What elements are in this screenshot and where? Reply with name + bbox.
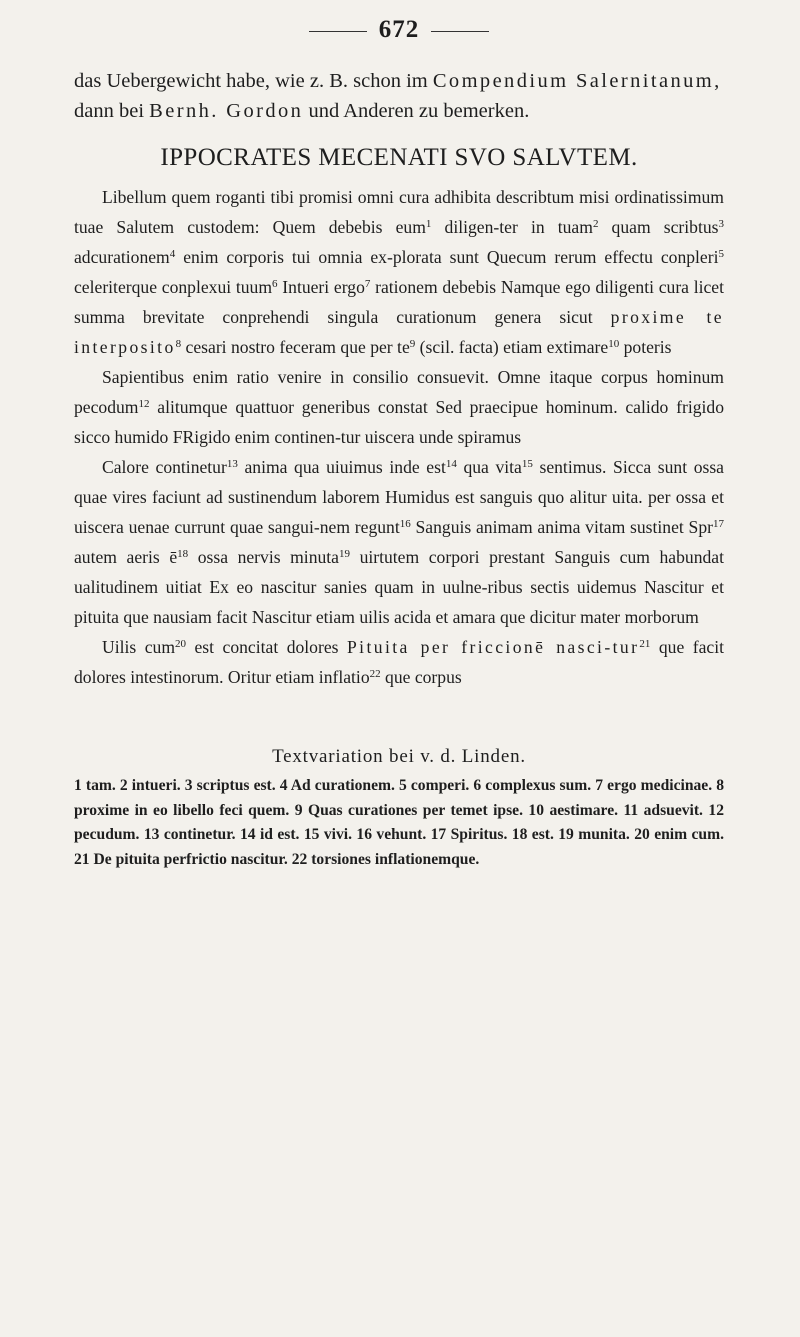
footnote-marker: 20 xyxy=(175,637,186,650)
latin-paragraph xyxy=(74,632,724,692)
intro-text-3: und Anderen zu bemerken. xyxy=(303,100,530,122)
latin-paragraph xyxy=(74,452,724,632)
footnote-marker: 5 xyxy=(718,247,724,260)
latin-text-run: Calore continetur xyxy=(102,457,227,477)
page-number-rule-right xyxy=(431,31,489,32)
footnote-marker: 6 xyxy=(272,277,278,290)
latin-text-run: que corpus xyxy=(380,667,462,687)
latin-text-run: Intueri ergo xyxy=(277,277,365,297)
footnote-marker: 17 xyxy=(713,517,724,530)
intro-text-2: , dann bei xyxy=(74,70,720,122)
latin-text-run: Sanguis animam anima vitam sustinet Spr xyxy=(410,517,713,537)
letter-heading: IPPOCRATES MECENATI SVO SALVTEM. xyxy=(160,144,638,171)
latin-text-run: poteris xyxy=(619,337,672,357)
footnote-marker: 19 xyxy=(339,547,350,560)
latin-text-run: celeriterque conplexui tuum xyxy=(74,277,273,297)
intro-text-1: das Uebergewicht habe, wie z. B. schon im xyxy=(74,70,433,92)
intro-compendium-title: Compendium Salernitanum xyxy=(432,70,715,92)
footnote-marker: 4 xyxy=(169,247,176,260)
spaced-emphasis-text: proxime te interposito xyxy=(74,307,724,357)
latin-text-run: qua vita xyxy=(456,457,522,477)
footnote-marker: 18 xyxy=(177,547,189,560)
footnote-marker: 13 xyxy=(226,457,238,470)
latin-text-run: alitumque quattuor generibus constat Sed praecipue hominum. calido frigido sicco humido FRigido enim continen-tur uiscera unde spiramus xyxy=(74,397,724,447)
footnote-marker: 10 xyxy=(608,337,620,350)
footnote-marker: 8 xyxy=(175,337,182,350)
latin-text-run: sentimus. Sicca sunt ossa quae vires faciunt ad sustinendum laborem Humidus est sanguis quo alitur uita. per ossa et uiscera uenae currunt quae sangui-nem regunt xyxy=(74,457,724,537)
variants-list: 1 tam. 2 intueri. 3 scriptus est. 4 Ad curationem. 5 comperi. 6 complexus sum. 7 ergo medicinae. 8 proxime in eo libello feci quem. 9 Quas curationes per temet ipse. 10 aestimare. 11 adsuevit. 12 pecudum. 13 continetur. 14 id est. 15 vivi. 16 vehunt. 17 Spiritus. 18 est. 19 munita. 20 enim cum. 21 De pituita perfrictio nascitur. 22 torsiones inflationemque. xyxy=(74,777,724,868)
spaced-emphasis-text: Pituita per friccionē nasci-tur xyxy=(347,637,640,657)
latin-paragraph xyxy=(74,182,724,362)
page-number-rule-left xyxy=(309,31,367,32)
latin-text-run: Libellum quem roganti tibi promisi omni cura adhibita describtum misi ordinatissimum tuae Salutem custodem: Quem debebis eum xyxy=(74,187,724,237)
latin-text-run: diligen-ter in tuam xyxy=(431,217,593,237)
latin-text-run: que facit dolores intestinorum. Oritur etiam inflatio xyxy=(74,637,724,687)
footnote-marker: 3 xyxy=(718,217,724,230)
footnote-marker: 12 xyxy=(138,397,150,410)
footnote-marker: 22 xyxy=(369,667,381,680)
footnote-marker: 21 xyxy=(639,637,651,650)
latin-letter-text xyxy=(74,182,724,692)
footnote-marker: 9 xyxy=(409,337,416,350)
page-number: 672 xyxy=(378,16,420,43)
footnote-marker: 2 xyxy=(592,217,599,230)
latin-text-run: est concitat dolores xyxy=(186,637,347,657)
latin-text-run: cesari nostro feceram que per te xyxy=(181,337,410,357)
footnote-marker: 7 xyxy=(364,277,371,290)
latin-text-run: (scil. facta) etiam extimare xyxy=(415,337,609,357)
latin-paragraph xyxy=(74,362,724,452)
footnote-marker: 15 xyxy=(521,457,533,470)
latin-text-run: anima qua uiuimus inde est xyxy=(237,457,446,477)
footnote-marker: 14 xyxy=(445,457,457,470)
latin-text-run: uirtutem corpori prestant Sanguis cum habundat ualitudinem uitiat Ex eo nascitur sanies quam in uulne-ribus sectis uidemus Nascitur et pituita que nausiam facit Nascitur etiam uilis acida et amara que dicitur mater morborum xyxy=(74,547,724,627)
latin-text-run: enim corporis tui omnia ex-plorata sunt Quecum rerum effectu conpleri xyxy=(175,247,719,267)
variants-heading: Textvariation bei v. d. Linden. xyxy=(272,746,526,767)
latin-text-run: Sapientibus enim ratio venire in consilio consuevit. Omne itaque corpus hominum pecodum xyxy=(74,367,724,417)
latin-text-run: adcurationem xyxy=(74,247,170,267)
latin-text-run: ossa nervis minuta xyxy=(188,547,339,567)
footnote-marker: 1 xyxy=(425,217,432,230)
intro-paragraph xyxy=(74,66,724,126)
intro-author-gordon: Bernh. Gordon xyxy=(149,100,304,122)
latin-text-run: rationem debebis Namque ego diligenti cura licet summa brevitate conprehendi singula curationum genera sicut xyxy=(74,277,725,327)
latin-text-run: Uilis cum xyxy=(102,637,175,657)
page-number-line xyxy=(74,0,724,44)
latin-text-run: autem aeris ē xyxy=(74,547,178,567)
footnote-marker: 16 xyxy=(399,517,411,530)
latin-text-run: quam scribtus xyxy=(598,217,719,237)
